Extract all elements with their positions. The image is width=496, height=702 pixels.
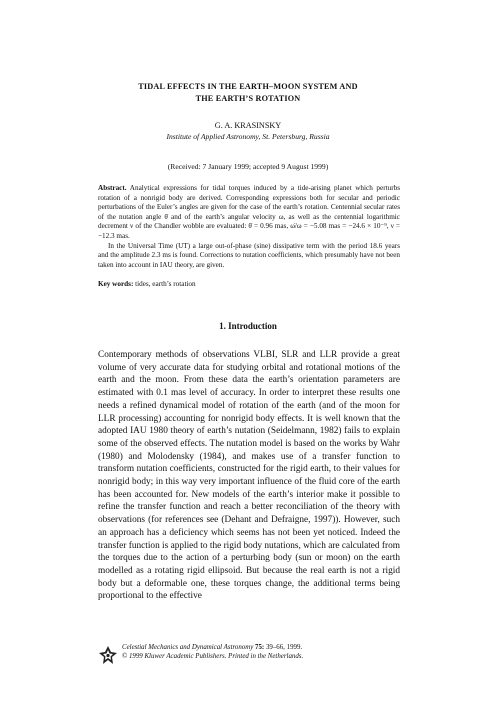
abstract-text-1: Analytical expressions for tidal torques induced by a tide-arising planet which perturbs rotation of a nonrigid body are derived. Corresponding expressions both for secular and periodic perturbations of the Euler’s angles are given for the case of the earth’s rotation. Centennial secular rates of the nutation angle θ̇ and of the earth’s angular velocity ω, as well as the centennial logarithmic decrement ν of the Chandler wobble are evaluated: θ̇ = 0.96 mas, ω̇/ω = −5.08 mas = −24.6 × 10⁻⁹, ν = −12.3 mas. xyxy=(98,184,400,240)
keywords xyxy=(98,279,400,289)
body-paragraph: Contemporary methods of observations VLBI, SLR and LLR provide a great volume of very accurate data for studying orbital and rotational motions of the earth and the moon. From these data the earth’s orientation parameters are estimated with 0.1 mas level of accuracy. In order to interpret these results one needs a refined dynamical model of rotation of the earth (and of the moon for LLR processing) accounting for nonrigid body effects. It is well known that the adopted IAU 1980 theory of earth’s nutation (Seidelmann, 1982) fails to explain some of the observed effects. The nutation model is based on the works by Wahr (1980) and Molodensky (1984), and makes use of a transfer function to transform nutation coefficients, constructed for the rigid earth, to their values for nonrigid body; in this way very important influence of the fluid core of the earth has been accounted for. New models of the earth’s interior make it possible to refine the transfer function and reach a better reconciliation of the theory with observations (for references see (Dehant and Defraigne, 1997)). However, such an approach has a deficiency which seems has not been yet noticed. Indeed the transfer function is applied to the rigid body nutations, which are calculated from the torques due to the action of a perturbing body (sun or moon) on the earth modelled as a rotating rigid ellipsoid. But because the real earth is not a rigid body but a deformable one, these torques change, the additional terms being proportional to the effective xyxy=(98,350,400,602)
body-text xyxy=(98,349,400,603)
footer-pages: 39–66, 1999. xyxy=(265,644,303,651)
footer-volume: 75: xyxy=(255,644,265,651)
title-line-2: THE EARTH’S ROTATION xyxy=(195,94,301,103)
footer-journal-line xyxy=(122,643,303,652)
abstract-paragraph-1 xyxy=(98,184,400,242)
author-affiliation: Institute of Applied Astronomy, St. Petersburg, Russia xyxy=(166,132,330,141)
abstract-label: Abstract. xyxy=(98,184,127,192)
section-heading: 1. Introduction xyxy=(219,321,277,331)
paper-title xyxy=(0,81,496,105)
keywords-text: tides, earth’s rotation xyxy=(135,280,196,288)
publisher-logo-icon xyxy=(98,645,118,665)
received-dates: (Received: 7 January 1999; accepted 9 August 1999) xyxy=(167,162,329,171)
footer-copyright: © 1999 Kluwer Academic Publishers. Printed in the Netherlands. xyxy=(122,653,304,660)
footer-text xyxy=(122,643,303,661)
publisher-footer xyxy=(98,643,408,671)
abstract-paragraph-2: In the Universal Time (UT) a large out-of-phase (sine) dissipative term with the period 18.6 years and the amplitude 2.3 ms is found. Corrections to nutation coefficients, which presumably have not been taken into account in IAU theory, are given. xyxy=(98,241,400,269)
abstract xyxy=(98,184,400,270)
keywords-label: Key words: xyxy=(98,280,134,288)
title-line-1: TIDAL EFFECTS IN THE EARTH–MOON SYSTEM AND xyxy=(138,82,358,91)
footer-journal: Celestial Mechanics and Dynamical Astronomy xyxy=(122,644,254,651)
author-name: G. A. KRASINSKY xyxy=(214,121,282,130)
